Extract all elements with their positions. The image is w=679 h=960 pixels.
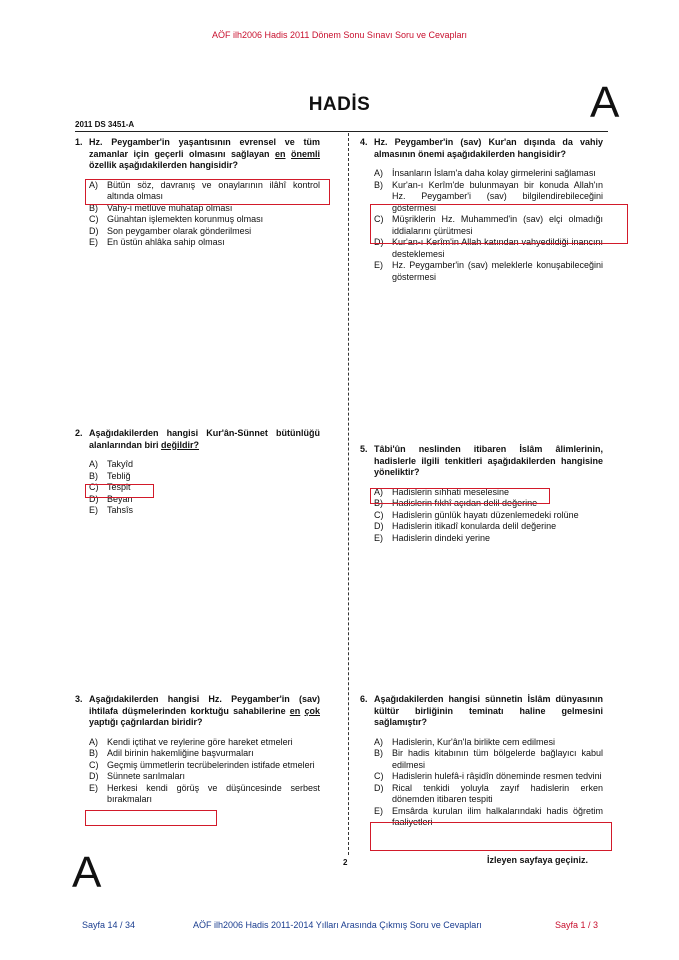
exam-title: HADİS — [308, 94, 371, 115]
option-d[interactable]: D) Beyan — [89, 493, 133, 504]
option-b[interactable]: B) Bir hadis kitabının tüm bölgelerde bağlayıcı kabul edilmesi — [374, 748, 603, 770]
top-rule — [75, 131, 608, 132]
option-d[interactable]: D) Hadislerin itikadî konularda delil değerine — [374, 521, 557, 531]
option-c[interactable]: C) Tespit — [89, 482, 131, 492]
footer-right: Sayfa 1 / 3 — [555, 920, 599, 930]
option-c[interactable]: C) Günahtan işlemekten korunmuş olması — [89, 214, 264, 224]
option-b[interactable]: B) Hadislerin fıkhî açıdan delil değerine — [374, 498, 538, 508]
option-e[interactable]: E) Hadislerin dindeki yerine — [374, 532, 491, 543]
option-d[interactable]: D) Sünnete sarılmaları — [89, 771, 186, 781]
header-text: AÖF ilh2006 Hadis 2011 Dönem Sonu Sınavı Soru ve Cevapları — [212, 30, 467, 40]
footer-left: Sayfa 14 / 34 — [82, 920, 136, 930]
question-5 — [360, 444, 603, 544]
question-number: 5. — [360, 444, 368, 454]
column-divider — [348, 133, 349, 855]
question-stem: Aşağıdakilerden hangisi sünnetin İslâm dünyasının kültür birliğinin teminatı haline gelmesini sağlamıştır? — [374, 694, 603, 727]
option-c[interactable]: C) Hadislerin günlük hayatı düzenlemedeki rolüne — [374, 509, 579, 520]
option-d[interactable]: D) Kur'an-ı Kerîm'in Allah katından vahyedildiği inancını desteklemesi — [374, 237, 603, 259]
question-stem: Hz. Peygamber'in yaşantısının evrensel ve tüm zamanlar için geçerli olmasını sağlayan en önemli özellik aşağıdakilerden hangisidir? — [89, 137, 320, 170]
question-3 — [75, 694, 320, 806]
option-b[interactable]: B) Vahy-i metlüve muhatap olması — [89, 202, 233, 213]
exam-code: 2011 DS 3451-A — [75, 120, 135, 129]
option-a[interactable]: A) Kendi içtihat ve reylerine göre hareket etmeleri — [89, 736, 293, 747]
option-b[interactable]: B) Tebliğ — [89, 470, 131, 481]
option-c[interactable]: C) Geçmiş ümmetlerin tecrübelerinden istifade etmeleri — [89, 759, 315, 770]
answer-highlight-q3 — [85, 810, 217, 826]
bottom-booklet-letter: A — [72, 848, 102, 897]
option-e[interactable]: E) Hz. Peygamber'in (sav) meleklerle konuşabileceğini göstermesi — [374, 260, 603, 282]
footer-center: AÖF ilh2006 Hadis 2011-2014 Yılları Arasında Çıkmış Soru ve Cevapları — [193, 920, 482, 930]
option-a[interactable]: A) Hadislerin sıhhati meselesine — [374, 486, 510, 497]
option-a[interactable]: A) İnsanların İslam'a daha kolay girmelerini sağlaması — [374, 168, 596, 178]
question-4 — [360, 137, 603, 283]
next-page-note: İzleyen sayfaya geçiniz. — [487, 855, 589, 865]
option-d[interactable]: D) Rical tenkidi yoluyla zayıf hadislerin erken dönemden itibaren tespiti — [374, 782, 603, 804]
option-b[interactable]: B) Adil birinin hakemliğine başvurmaları — [89, 748, 254, 758]
question-2 — [75, 428, 320, 517]
question-number: 6. — [360, 694, 368, 704]
option-a[interactable]: A) Bütün söz, davranış ve onaylarının ilâhî kontrol altında olması — [89, 179, 320, 201]
option-d[interactable]: D) Son peygamber olarak gönderilmesi — [89, 225, 252, 236]
booklet-letter: A — [590, 78, 620, 127]
page-number: 2 — [343, 858, 348, 867]
option-b[interactable]: B) Kur'an-ı Kerîm'de bulunmayan bir konuda Allah'ın Hz. Peygamber'i (sav) bilgilendirebileceğini göstermesi — [374, 179, 603, 213]
option-e[interactable]: E) En üstün ahlâka sahip olması — [89, 237, 225, 247]
option-e[interactable]: E) Emsârda kurulan ilim halkalarındaki hadis öğretim faaliyetleri — [374, 805, 603, 827]
option-e[interactable]: E) Tahsîs — [89, 505, 134, 515]
question-1 — [75, 137, 320, 249]
option-a[interactable]: A) Hadislerin, Kur'ân'la birlikte cem edilmesi — [374, 736, 555, 747]
question-stem: Aşağıdakilerden hangisi Kur'ân-Sünnet bütünlüğü alanlarından biri değildir? — [89, 428, 320, 450]
question-stem: Aşağıdakilerden hangisi Hz. Peygamber'in (sav) ihtilafa düşmelerinden korktuğu sahabilerine en çok yaptığı çağrılardan biridir? — [89, 694, 320, 727]
question-number: 2. — [75, 428, 83, 438]
question-stem: Hz. Peygamber'in (sav) Kur'an dışında da vahiy almasının önemi aşağıdakilerden hangisidir? — [374, 137, 603, 159]
option-e[interactable]: E) Herkesi kendi görüş ve düşüncesinde serbest bırakmaları — [89, 782, 320, 804]
option-a[interactable]: A) Takyîd — [89, 459, 134, 469]
question-number: 3. — [75, 694, 83, 704]
question-number: 4. — [360, 137, 368, 147]
option-c[interactable]: C) Müşriklerin Hz. Muhammed'in (sav) elçi olmadığı iddialarını çürütmesi — [374, 214, 603, 236]
question-6 — [360, 694, 603, 829]
question-stem: Tâbi'ûn neslinden itibaren İslâm âlimlerinin, hadislerle ilgili tenkitleri aşağıdakilerden hangisine yöneliktir? — [374, 444, 603, 477]
question-number: 1. — [75, 137, 83, 147]
option-c[interactable]: C) Hadislerin hulefâ-i râşidîn döneminde resmen tedvini — [374, 771, 602, 781]
